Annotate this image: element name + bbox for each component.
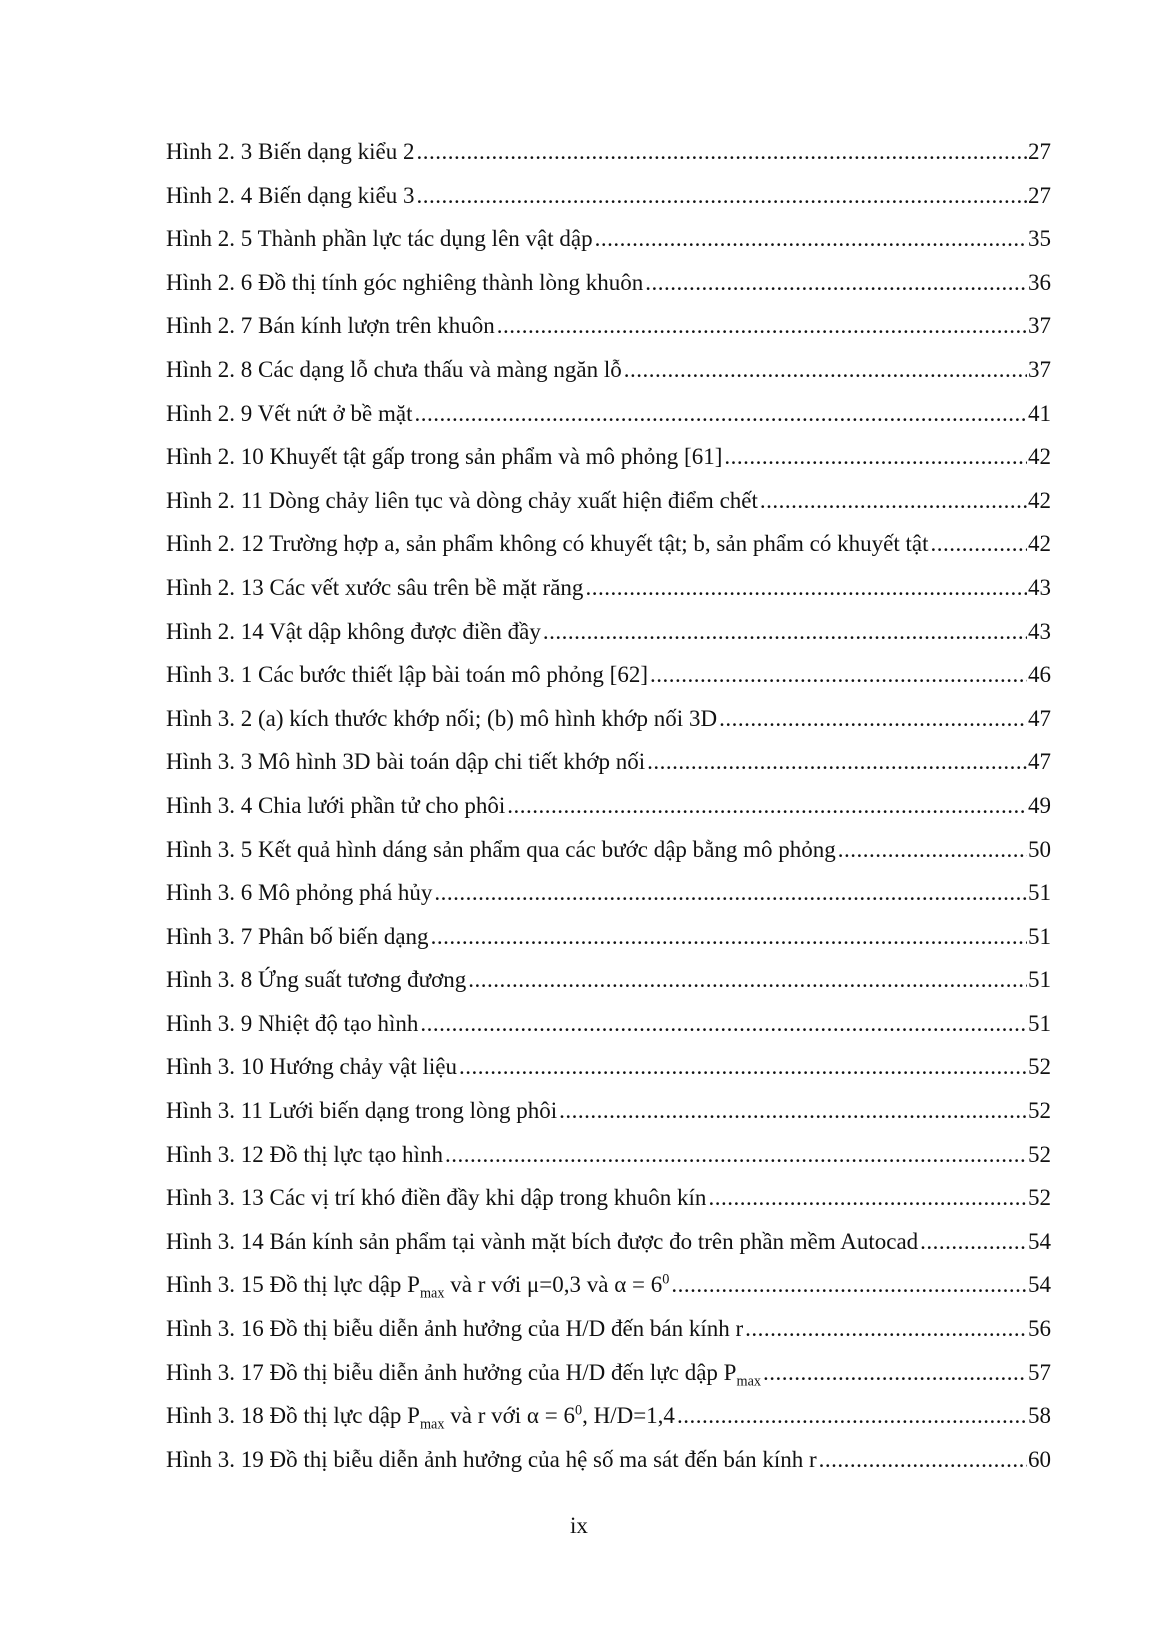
toc-entry[interactable] (166, 479, 1051, 523)
toc-entry-label: Hình 3. 10 Hướng chảy vật liệu (166, 1054, 457, 1080)
toc-entry-label: Hình 3. 18 Đồ thị lực dập $P_{max}$ và r với $\alpha = 6^0$, H/D=1,4 (166, 1402, 675, 1433)
toc-entry-label: Hình 2. 13 Các vết xước sâu trên bề mặt răng (166, 574, 584, 600)
toc-entry[interactable] (166, 784, 1051, 828)
toc-entry[interactable] (166, 304, 1051, 348)
toc-entry-label: Hình 3. 2 (a) kích thước khớp nối; (b) mô hình khớp nối 3D (166, 705, 718, 731)
toc-entry[interactable] (166, 871, 1051, 915)
toc-entry-page: 54 (1028, 1272, 1051, 1298)
toc-entry-page: 50 (1028, 836, 1051, 862)
toc-entry-label: Hình 2. 9 Vết nứt ở bề mặt (166, 400, 413, 426)
toc-entry-page: 43 (1028, 618, 1051, 644)
dot-leader (708, 1176, 1027, 1220)
toc-entry[interactable] (166, 1089, 1051, 1133)
toc-entry[interactable] (166, 1351, 1051, 1395)
superscript: 0 (574, 1402, 583, 1419)
toc-entry-page: 51 (1028, 1010, 1051, 1036)
dot-leader (930, 522, 1027, 566)
toc-entry-page: 27 (1028, 182, 1051, 208)
toc-entry[interactable] (166, 261, 1051, 305)
toc-entry[interactable] (166, 915, 1051, 959)
toc-entry-page: 35 (1028, 226, 1051, 252)
dot-leader (543, 610, 1027, 654)
toc-entry-label: Hình 3. 1 Các bước thiết lập bài toán mô phỏng [62] (166, 662, 648, 688)
toc-entry-label: Hình 2. 12 Trường hợp a, sản phẩm không có khuyết tật; b, sản phẩm có khuyết tật (166, 531, 929, 557)
toc-entry[interactable] (166, 653, 1051, 697)
dot-leader (585, 566, 1027, 610)
toc-entry-label: Hình 3. 3 Mô hình 3D bài toán dập chi tiết khớp nối (166, 749, 646, 775)
toc-entry-page: 54 (1028, 1228, 1051, 1254)
toc-entry-page: 60 (1028, 1446, 1051, 1472)
toc-entry[interactable] (166, 435, 1051, 479)
toc-entry-label: Hình 2. 11 Dòng chảy liên tục và dòng chảy xuất hiện điểm chết (166, 487, 758, 513)
toc-entry-label: Hình 2. 6 Đồ thị tính góc nghiêng thành lòng khuôn (166, 269, 644, 295)
toc-entry-label: Hình 2. 5 Thành phần lực tác dụng lên vật dập (166, 226, 593, 252)
subscript: max (419, 1286, 445, 1303)
toc-entry[interactable] (166, 348, 1051, 392)
page-number: ix (570, 1513, 588, 1538)
dot-leader (624, 348, 1027, 392)
toc-entry-label: Hình 3. 19 Đồ thị biễu diễn ảnh hưởng của hệ số ma sát đến bán kính r (166, 1446, 817, 1472)
toc-entry-label: Hình 2. 8 Các dạng lỗ chưa thấu và màng ngăn lỗ (166, 356, 622, 382)
toc-entry-page: 58 (1028, 1403, 1051, 1429)
toc-entry-page: 52 (1028, 1054, 1051, 1080)
toc-entry-page: 52 (1028, 1185, 1051, 1211)
toc-entry-label: Hình 3. 7 Phân bố biến dạng (166, 923, 429, 949)
dot-leader (459, 1045, 1027, 1089)
dot-leader (838, 828, 1027, 872)
dot-leader (745, 1307, 1027, 1351)
toc-entry[interactable] (166, 566, 1051, 610)
toc-entry-label: Hình 3. 9 Nhiệt độ tạo hình (166, 1010, 419, 1036)
toc-entry-page: 36 (1028, 269, 1051, 295)
dot-leader (417, 130, 1028, 174)
toc-entry-page: 41 (1028, 400, 1051, 426)
toc-entry-label: Hình 3. 15 Đồ thị lực dập $P_{max}$ và r với μ=0,3 và $\alpha = 6^0$ (166, 1271, 670, 1303)
toc-entry[interactable] (166, 392, 1051, 436)
dot-leader (497, 304, 1027, 348)
subscript: max (736, 1373, 762, 1390)
toc-entry[interactable] (166, 697, 1051, 741)
toc-entry-label: Hình 3. 6 Mô phỏng phá hủy (166, 880, 433, 906)
toc-entry-page: 42 (1028, 487, 1051, 513)
toc-entry[interactable] (166, 1438, 1051, 1482)
toc-entry-page: 57 (1028, 1359, 1051, 1385)
toc-entry-label: Hình 3. 16 Đồ thị biễu diễn ảnh hưởng của H/D đến bán kính r (166, 1316, 744, 1342)
toc-entry-page: 51 (1028, 880, 1051, 906)
toc-entry[interactable] (166, 740, 1051, 784)
dot-leader (559, 1089, 1027, 1133)
dot-leader (677, 1394, 1027, 1438)
toc-entry-page: 42 (1028, 531, 1051, 557)
toc-entry-label: Hình 3. 13 Các vị trí khó điền đầy khi dập trong khuôn kín (166, 1185, 707, 1211)
toc-entry-label: Hình 2. 14 Vật dập không được điền đầy (166, 618, 541, 644)
toc-entry[interactable] (166, 522, 1051, 566)
toc-entry-label: Hình 3. 14 Bán kính sản phẩm tại vành mặt bích được đo trên phần mềm Autocad (166, 1228, 919, 1254)
toc-entry-page: 49 (1028, 792, 1051, 818)
dot-leader (434, 871, 1027, 915)
toc-entry-page: 56 (1028, 1316, 1051, 1342)
toc-entry-page: 46 (1028, 662, 1051, 688)
toc-entry[interactable] (166, 610, 1051, 654)
toc-entry[interactable] (166, 1002, 1051, 1046)
dot-leader (645, 261, 1027, 305)
toc-entry[interactable] (166, 828, 1051, 872)
dot-leader (819, 1438, 1027, 1482)
toc-entry-label: Hình 3. 12 Đồ thị lực tạo hình (166, 1141, 443, 1167)
toc-entry-label: Hình 3. 4 Chia lưới phần tử cho phôi (166, 792, 506, 818)
toc-entry-label: Hình 2. 3 Biến dạng kiểu 2 (166, 139, 415, 164)
dot-leader (650, 653, 1027, 697)
dot-leader (763, 1351, 1027, 1395)
toc-entry[interactable] (166, 1045, 1051, 1089)
figure-list (166, 130, 1051, 1481)
dot-leader (507, 784, 1027, 828)
toc-entry-page: 37 (1028, 356, 1051, 382)
toc-entry[interactable] (166, 958, 1051, 1002)
toc-entry[interactable] (166, 1176, 1051, 1220)
toc-entry-page: 51 (1028, 923, 1051, 949)
dot-leader (719, 697, 1027, 741)
toc-entry-page: 51 (1028, 967, 1051, 993)
superscript: 0 (662, 1271, 670, 1288)
toc-entry[interactable] (166, 130, 1051, 174)
toc-entry-label: Hình 2. 4 Biến dạng kiểu 3 (166, 182, 415, 208)
dot-leader (647, 740, 1027, 784)
dot-leader (724, 435, 1027, 479)
toc-entry[interactable] (166, 1133, 1051, 1177)
toc-entry-label: Hình 3. 11 Lưới biến dạng trong lòng phôi (166, 1098, 558, 1124)
toc-entry-page: 43 (1028, 574, 1051, 600)
toc-entry-label: Hình 3. 8 Ứng suất tương đương (166, 967, 467, 993)
toc-entry-page: 52 (1028, 1098, 1051, 1124)
toc-entry-page: 47 (1028, 705, 1051, 731)
toc-entry-label: Hình 3. 17 Đồ thị biễu diễn ảnh hưởng của H/D đến lực dập $P_{max}$ (166, 1359, 762, 1390)
toc-entry-page: 27 (1028, 139, 1051, 164)
toc-entry-page: 47 (1028, 749, 1051, 775)
dot-leader (431, 915, 1027, 959)
toc-entry[interactable] (166, 174, 1051, 218)
toc-entry-label: Hình 2. 10 Khuyết tật gấp trong sản phẩm và mô phỏng [61] (166, 444, 723, 470)
dot-leader (420, 1002, 1027, 1046)
toc-entry[interactable] (166, 1263, 1051, 1307)
dot-leader (417, 174, 1028, 218)
dot-leader (468, 958, 1027, 1002)
dot-leader (595, 217, 1027, 261)
dot-leader (671, 1263, 1027, 1307)
toc-entry-page: 37 (1028, 313, 1051, 339)
toc-entry-label: Hình 2. 7 Bán kính lượn trên khuôn (166, 313, 495, 339)
dot-leader (760, 479, 1027, 523)
toc-entry-page: 42 (1028, 444, 1051, 470)
dot-leader (445, 1133, 1027, 1177)
toc-entry[interactable] (166, 1220, 1051, 1264)
toc-entry[interactable] (166, 1394, 1051, 1438)
toc-entry[interactable] (166, 1307, 1051, 1351)
subscript: max (419, 1416, 445, 1433)
toc-entry[interactable] (166, 217, 1051, 261)
toc-entry-page: 52 (1028, 1141, 1051, 1167)
dot-leader (415, 392, 1027, 436)
toc-entry-label: Hình 3. 5 Kết quả hình dáng sản phẩm qua các bước dập bằng mô phỏng (166, 836, 836, 862)
dot-leader (920, 1220, 1027, 1264)
